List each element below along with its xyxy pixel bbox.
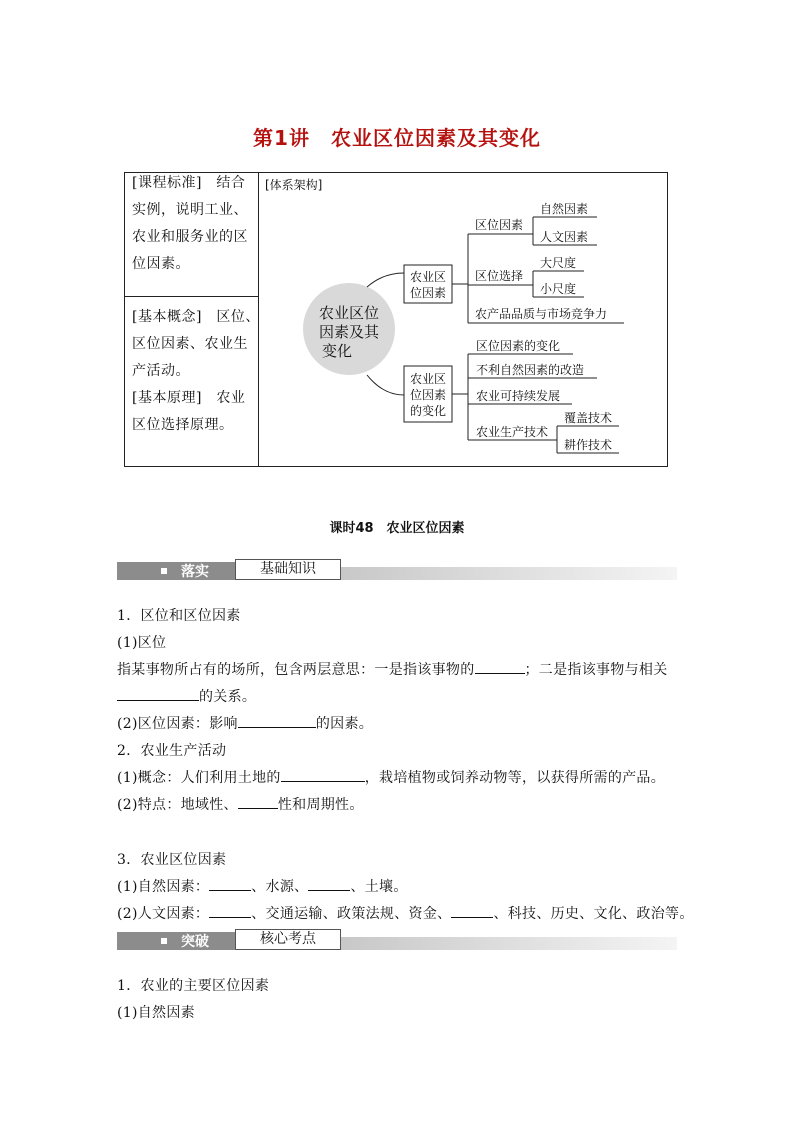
text-line: 3．农业区位因素 (117, 852, 227, 868)
header-dark-block (117, 932, 235, 950)
text-line: [基本概念] 区位、 (132, 309, 260, 325)
text-fragment: 、水源、 (251, 879, 309, 895)
text-line: [课程标准] 结合 (132, 175, 246, 191)
diagram-item: 自然因素 (540, 202, 589, 216)
connector-line (367, 273, 404, 287)
diagram-item: 小尺度 (540, 282, 577, 296)
text-fragment: 的关系。 (199, 689, 257, 705)
blank (308, 876, 350, 891)
diagram-item: 农业可持续发展 (476, 389, 561, 403)
text-line: (1)区位 (117, 635, 167, 651)
text-line: 区位选择原理。 (132, 417, 234, 433)
text-fragment: (2)区位因素：影响 (117, 716, 238, 732)
text-line (117, 903, 694, 923)
blank (475, 659, 525, 674)
blank (451, 903, 493, 918)
text-fragment: ，栽培植物或饲养动物等，以获得所需的产品。 (364, 770, 666, 786)
center-text: 因素及其 (318, 323, 380, 341)
diagram-label: [体系架构] (265, 178, 323, 192)
diagram-item: 覆盖技术 (564, 411, 613, 425)
table-divider (124, 296, 259, 297)
system-diagram (259, 173, 667, 466)
square-icon (161, 938, 167, 944)
text-fragment: (1)自然因素： (117, 879, 210, 895)
text-line: 产活动。 (132, 363, 190, 379)
blank (209, 903, 251, 918)
section-box-label: 核心考点 (235, 929, 341, 950)
blank (238, 713, 316, 728)
text-line (117, 659, 668, 679)
section-label: 落实 (181, 564, 209, 580)
text-fragment: 指某事物所占有的场所，包含两层意思：一是指该事物的 (117, 662, 475, 678)
section-box-label: 基础知识 (235, 559, 341, 580)
text-fragment: (2)特点：地域性、 (117, 797, 238, 813)
text-line (117, 876, 408, 896)
text-fragment: (1)概念：人们利用土地的 (117, 770, 281, 786)
header-gradient (341, 937, 677, 950)
basic-concepts (132, 304, 260, 439)
blank (238, 794, 278, 809)
text-line (117, 767, 665, 787)
header-dark-block (117, 562, 235, 580)
text-line: 位因素。 (132, 256, 190, 272)
node-text: 农业区 (409, 270, 447, 284)
node-text: 位因素 (409, 388, 447, 402)
center-text: 农业区位 (318, 304, 380, 322)
diagram-item: 耕作技术 (564, 438, 613, 452)
text-line: 1．区位和区位因素 (117, 608, 241, 624)
diagram-item: 区位因素 (475, 218, 524, 232)
blank (281, 767, 365, 782)
diagram-item: 不利自然因素的改造 (476, 363, 585, 377)
text-line (117, 794, 364, 814)
text-line (117, 686, 256, 706)
text-fragment: 、交通运输、政策法规、资金、 (251, 906, 452, 922)
connector-line (367, 375, 404, 395)
section-label: 突破 (181, 934, 209, 950)
text-line (117, 713, 373, 733)
section-header-core (117, 932, 677, 950)
blank (209, 876, 251, 891)
text-line: [基本原理] 农业 (132, 390, 246, 406)
diagram-item: 农业生产技术 (476, 425, 549, 439)
lesson-title: 课时48 农业区位因素 (329, 521, 465, 536)
diagram-item: 大尺度 (540, 256, 577, 270)
header-gradient (341, 567, 677, 580)
text-fragment: 性和周期性。 (277, 797, 364, 813)
course-standard (132, 170, 248, 278)
text-line: 2．农业生产活动 (117, 743, 227, 759)
diagram-item: 农产品品质与市场竞争力 (475, 307, 608, 321)
blank (117, 686, 199, 701)
center-text: 变化 (321, 342, 353, 360)
text-fragment: (2)人文因素： (117, 906, 210, 922)
node-text: 位因素 (409, 286, 447, 300)
text-fragment: 的因素。 (315, 716, 374, 732)
text-fragment: ；二是指该事物与相关 (524, 662, 668, 678)
node-text: 农业区 (409, 372, 447, 386)
text-line: (1)自然因素 (117, 1005, 195, 1021)
square-icon (161, 568, 167, 574)
node-text: 的变化 (409, 404, 447, 418)
diagram-item: 人文因素 (540, 230, 589, 244)
text-line: 实例，说明工业、 (132, 202, 248, 218)
text-line: 区位因素、农业生 (132, 336, 248, 352)
text-line: 农业和服务业的区 (132, 229, 248, 245)
diagram-item: 区位因素的变化 (476, 339, 561, 353)
diagram-item: 区位选择 (475, 269, 524, 283)
text-fragment: 、科技、历史、文化、政治等。 (493, 906, 694, 922)
section-header-basics (117, 562, 677, 580)
text-fragment: 、土壤。 (350, 879, 408, 895)
text-line: 1．农业的主要区位因素 (117, 978, 270, 994)
page-title: 第1讲 农业区位因素及其变化 (253, 126, 541, 150)
